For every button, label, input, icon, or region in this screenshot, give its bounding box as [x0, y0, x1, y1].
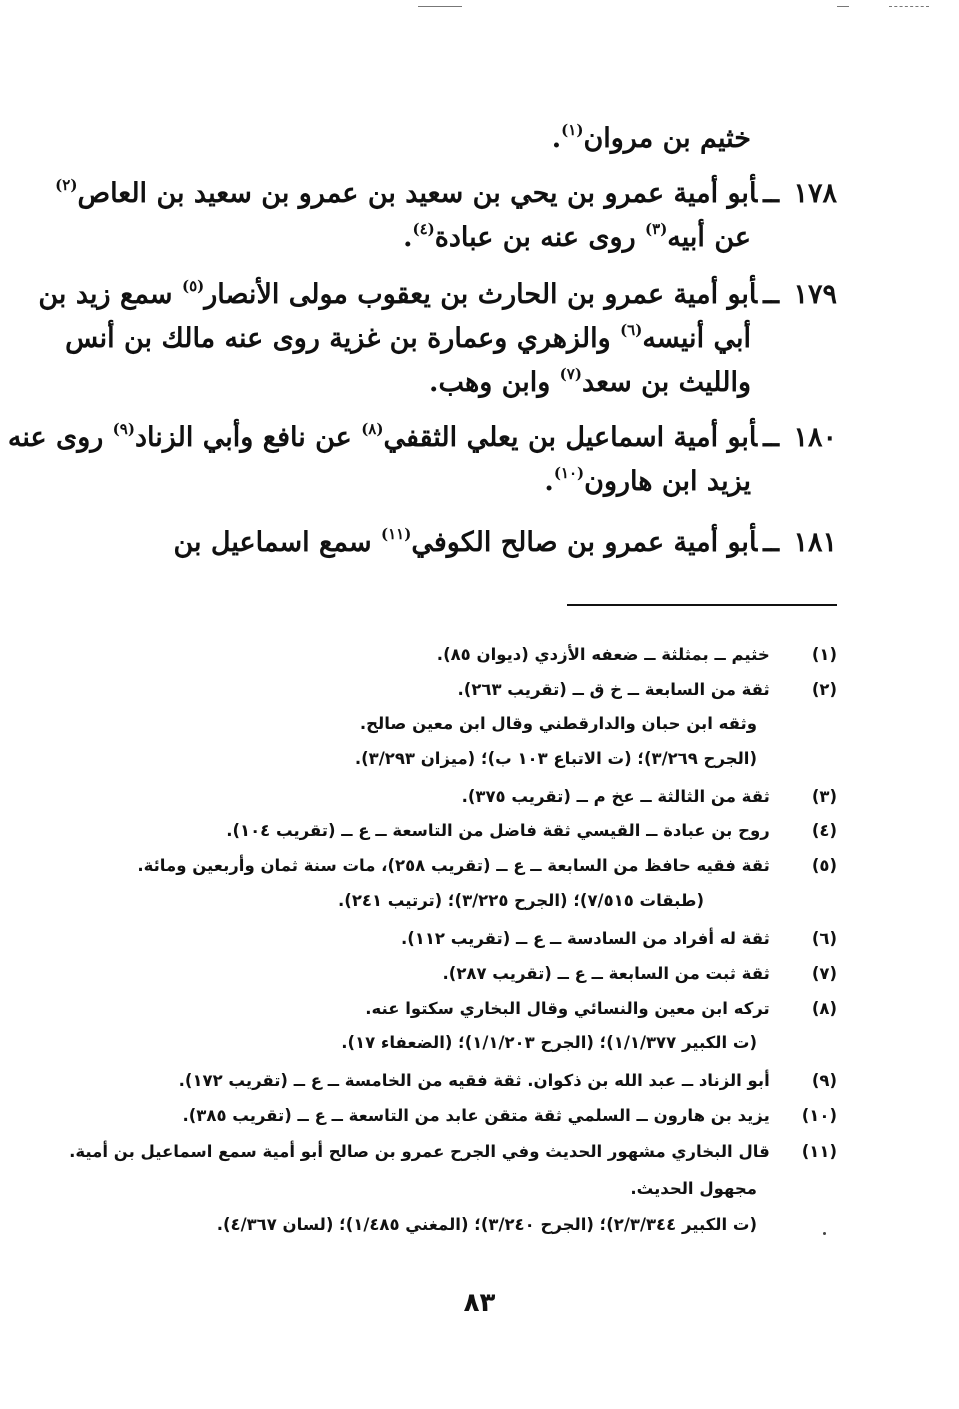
- entry-line: يزيد ابن هارون$^{(١٠)}$.: [544, 464, 751, 497]
- entry-line: والليث بن سعد$^{(٧)}$ وابن وهب.: [429, 365, 751, 398]
- footnote-2: (٢) ثقة من السابعة ــ خ ق ــ (تقريب ٢٦٣).: [457, 680, 837, 699]
- footnote-7: (٧) ثقة ثبت من السابعة ــ ع ــ (تقريب ٢٨٧).: [442, 964, 837, 983]
- entry-178: ١٧٨ــأبو أمية عمرو بن يحي بن سعيد بن عمرو بن سعيد بن العاص$^{(٢)}$: [55, 165, 837, 214]
- footnote-11-cont: مجهول الحديث.: [630, 1179, 757, 1198]
- entry-181: ١٨١ــأبو أمية عمرو بن صالح الكوفي$^{(١١)}$ سمع اسماعيل بن: [173, 514, 837, 563]
- entry-number: ١٧٩: [793, 279, 837, 310]
- footnote-1: (١) خثيم ــ بمثلثة ــ ضعفه الأزدي (ديوان ٨٥).: [436, 645, 837, 664]
- footnote-4: (٤) روح بن عبادة ــ القيسي ثقة فاضل من التاسعة ــ ع ــ (تقريب ١٠٤).: [226, 821, 837, 840]
- footnote-6: (٦) ثقة له أفراد من السادسة ــ ع ــ (تقريب ١١٢).: [400, 929, 837, 948]
- entry-180: ١٨٠ــأبو أمية اسماعيل بن يعلي الثقفي$^{(٨)}$ عن نافع وأبي الزناد$^{(٩)}$ روى عنه: [8, 409, 837, 458]
- page-number: ٨٣: [463, 1288, 496, 1318]
- footnote-11: (١١) قال البخاري مشهور الحديث وفي الجرح عمرو بن صالح أبو أمية سمع اسماعيل بن أمية.: [69, 1142, 837, 1161]
- footnote-separator: [567, 604, 837, 606]
- footnote-10: (١٠) يزيد بن هارون ــ السلمي ثقة متقن عابد من التاسعة ــ ع ــ (تقريب ٣٨٥).: [182, 1106, 837, 1125]
- footnote-11-refs: (ت الكبير ٢/٣/٣٤٤)؛ (الجرح ٣/٢٤٠)؛ (المغني ١/٤٨٥)؛ (لسان ٤/٣٦٧).: [216, 1215, 757, 1234]
- footnote-5-refs: (طبقات ٧/٥١٥)؛ (الجرح ٣/٢٢٥)؛ (ترتيب ٢٤١).: [338, 891, 704, 910]
- scan-mark: [418, 6, 462, 7]
- footnote-3: (٣) ثقة من الثالثة ــ عخ م ــ (تقريب ٣٧٥).: [461, 787, 837, 806]
- entry-179: ١٧٩ــأبو أمية عمرو بن الحارث بن يعقوب مولى الأنصار$^{(٥)}$ سمع زيد بن: [38, 266, 837, 315]
- entry-number: ١٨٠: [793, 422, 837, 453]
- footnote-8-refs: (ت الكبير ١/١/٣٧٧)؛ (الجرح ١/١/٢٠٣)؛ (الضعفاء ١٧).: [341, 1033, 757, 1052]
- footnote-8: (٨) تركه ابن معين والنسائي وقال البخاري سكتوا عنه.: [365, 999, 837, 1018]
- entry-line: عن أبيه$^{(٣)}$ روى عنه بن عبادة$^{(٤)}$.: [403, 220, 751, 253]
- scan-mark: [837, 6, 849, 7]
- entry-line: أبي أنيسه$^{(٦)}$ والزهري وعمارة بن غزية روى عنه مالك بن أنس: [65, 321, 751, 354]
- scan-mark: [889, 6, 929, 7]
- footnote-5: (٥) ثقة فقيه حافظ من السابعة ــ ع ــ (تقريب ٢٥٨)، مات سنة ثمان وأربعين ومائة.: [137, 856, 837, 875]
- footnote-9: (٩) أبو الزناد ــ عبد الله بن ذكوان. ثقة فقيه من الخامسة ــ ع ــ (تقريب ١٧٢).: [178, 1071, 837, 1090]
- scan-dot: [823, 1232, 826, 1235]
- footnote-2-refs: (الجرح ٣/٢٦٩)؛ (ت الاتباع ١٠٣ ب)؛ (ميزان ٣/٢٩٣).: [354, 749, 757, 768]
- footnote-2-cont: وثقه ابن حبان والدارقطني وقال ابن معين صالح.: [359, 714, 757, 733]
- entry-number: ١٧٨: [793, 178, 837, 209]
- entry-line: خثيم بن مروان$^{(١)}$.: [551, 121, 751, 154]
- entry-number: ١٨١: [793, 527, 837, 558]
